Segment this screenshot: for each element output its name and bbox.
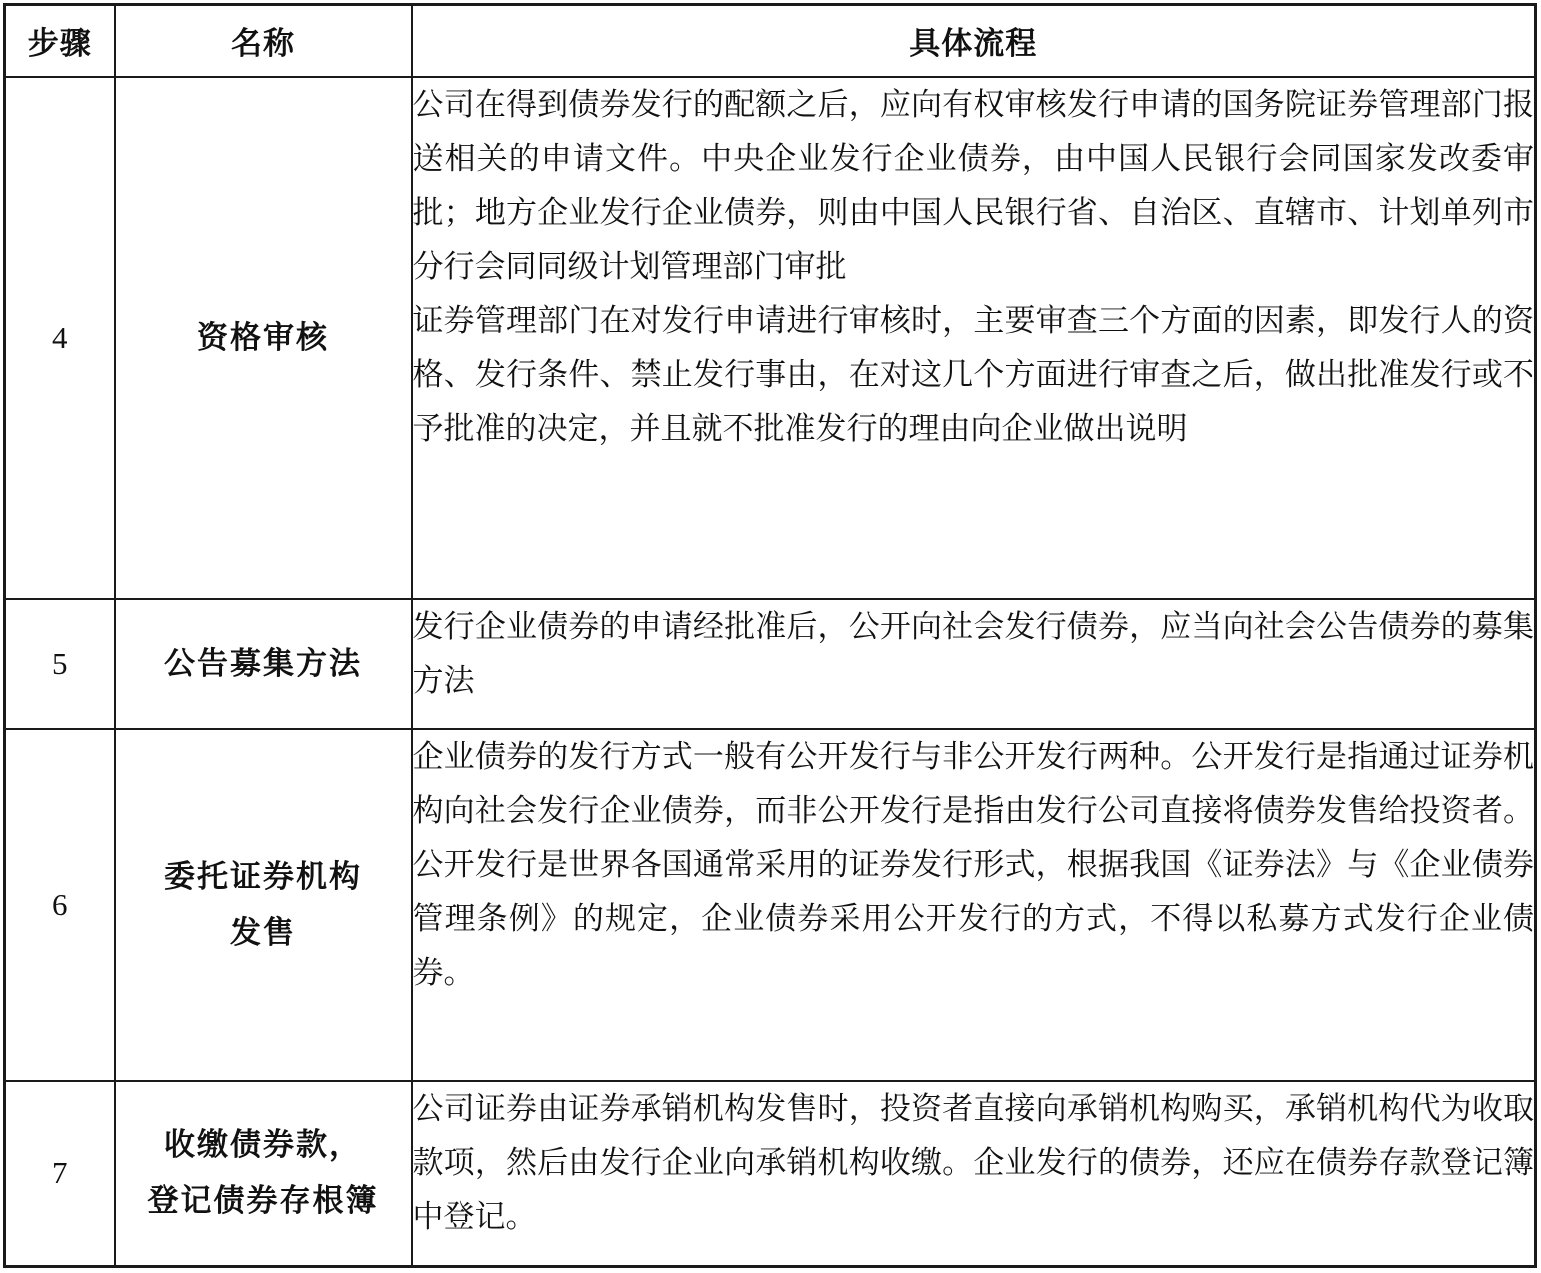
step-number: 7	[5, 1081, 115, 1267]
description-paragraph: 发行企业债券的申请经批准后，公开向社会发行债券，应当向社会公告债券的募集方法	[412, 608, 1534, 699]
step-name	[115, 599, 412, 729]
step-number: 4	[5, 77, 115, 599]
header-step: 步骤	[5, 5, 115, 77]
step-name	[115, 729, 412, 1081]
step-name-line: 公告募集方法	[164, 645, 362, 682]
description-paragraph: 证券管理部门在对发行申请进行审核时，主要审查三个方面的因素，即发行人的资格、发行条件、禁止发行事由，在对这几个方面进行审查之后，做出批准发行或不予批准的决定，并且就不批准发行的理由向企业做出说明	[412, 302, 1534, 447]
table-row	[5, 729, 1536, 1081]
table-row	[5, 77, 1536, 599]
process-table	[3, 3, 1537, 1268]
table-row	[5, 1081, 1536, 1267]
header-process: 具体流程	[412, 5, 1536, 77]
header-name: 名称	[115, 5, 412, 77]
step-name	[115, 1081, 412, 1267]
description-paragraph: 企业债券的发行方式一般有公开发行与非公开发行两种。公开发行是指通过证券机构向社会发行企业债券，而非公开发行是指由发行公司直接将债券发售给投资者。公开发行是世界各国通常采用的证券发行形式，根据我国《证券法》与《企业债券管理条例》的规定，企业债券采用公开发行的方式，不得以私募方式发行企业债券。	[412, 738, 1534, 991]
step-name-line: 委托证券机构	[164, 858, 362, 895]
step-name	[115, 77, 412, 599]
step-description	[412, 1081, 1536, 1267]
step-name-line: 收缴债券款，	[164, 1127, 362, 1164]
description-paragraph: 公司在得到债券发行的配额之后，应向有权审核发行申请的国务院证券管理部门报送相关的申请文件。中央企业发行企业债券，由中国人民银行会同国家发改委审批；地方企业发行企业债券，则由中国人民银行省、自治区、直辖市、计划单列市分行会同同级计划管理部门审批	[412, 86, 1534, 285]
step-name-line: 资格审核	[197, 319, 329, 356]
step-description	[412, 599, 1536, 729]
step-number: 6	[5, 729, 115, 1081]
table-row	[5, 599, 1536, 729]
step-description	[412, 729, 1536, 1081]
step-number: 5	[5, 599, 115, 729]
step-description	[412, 77, 1536, 599]
step-name-line: 登记债券存根簿	[147, 1183, 379, 1220]
header-row	[5, 5, 1536, 77]
description-paragraph: 公司证券由证券承销机构发售时，投资者直接向承销机构购买，承销机构代为收取款项，然后由发行企业向承销机构收缴。企业发行的债券，还应在债券存款登记簿中登记。	[412, 1090, 1534, 1235]
step-name-line: 发售	[230, 914, 296, 951]
